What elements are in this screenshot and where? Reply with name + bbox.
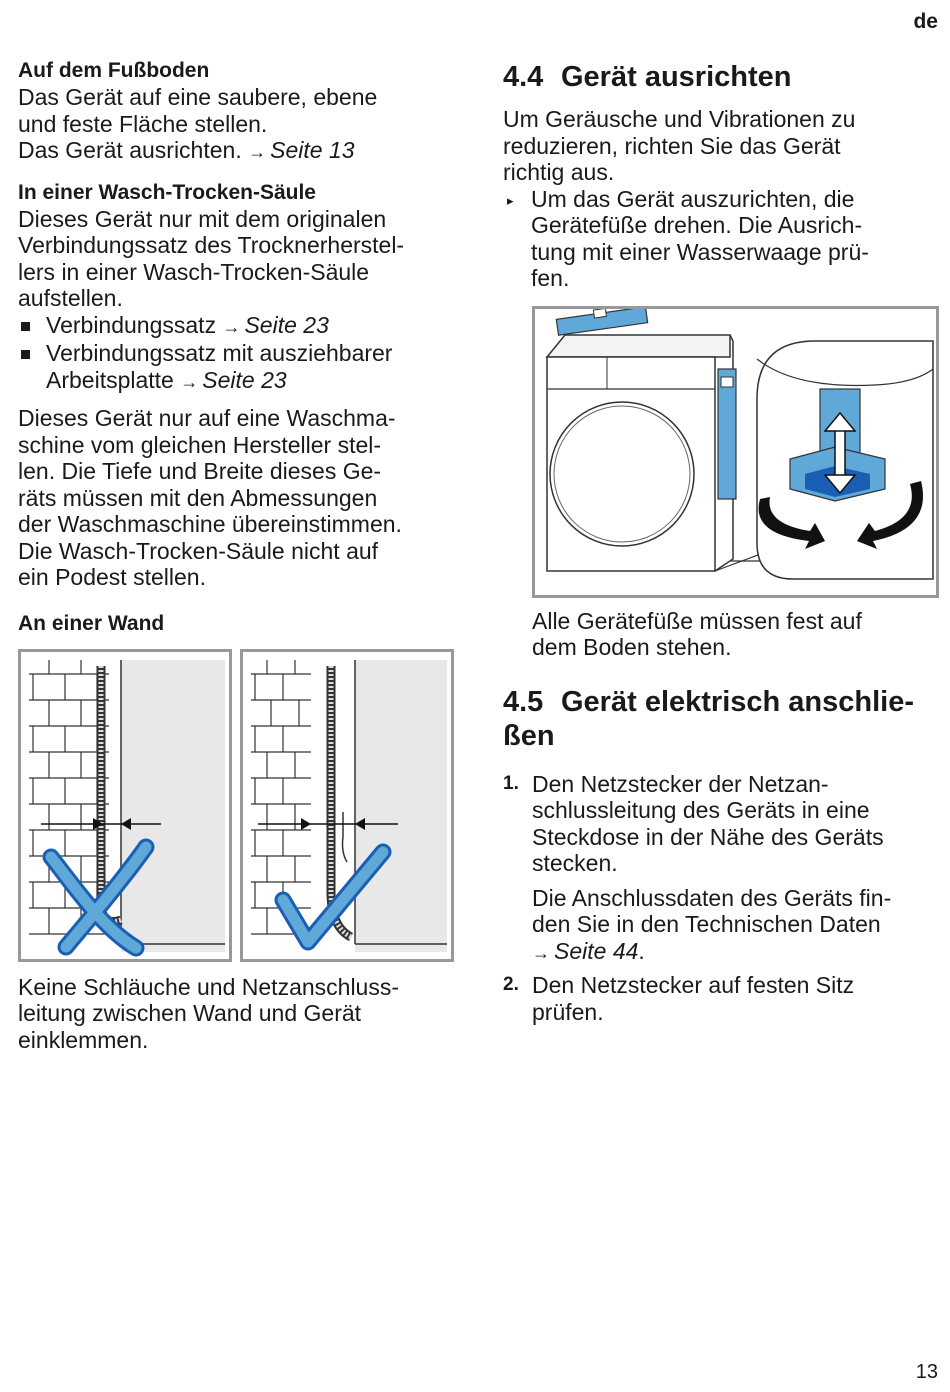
floor-instruction: Das Gerät ausrichten.	[18, 137, 242, 163]
note-text-line: Die Anschlussdaten des Geräts fin-	[532, 884, 892, 911]
step-text-line: Gerätefüße drehen. Die Ausrich-	[531, 212, 863, 238]
connect-steps	[503, 771, 939, 1026]
section-title-4-4	[503, 60, 939, 94]
floor-text-line: und feste Fläche stellen.	[18, 110, 268, 137]
floor-heading: Auf dem Fußboden	[18, 59, 210, 82]
wall-correct-illustration	[243, 652, 451, 959]
floor-text-line: Das Gerät auf eine saubere, ebene	[18, 84, 378, 110]
step-text-line: stecken.	[532, 850, 618, 876]
page-reference-link[interactable]: Seite 44	[554, 937, 639, 964]
leveling-illustration	[535, 309, 936, 595]
s44-text-line: richtig aus.	[503, 159, 615, 185]
column-text-line: Die Wasch-Trocken-Säule nicht auf	[18, 537, 379, 564]
column-text-line: aufstellen.	[18, 285, 123, 311]
leveling-figure	[532, 306, 939, 598]
column-text-line: der Waschmaschine übereinstimmen.	[18, 511, 402, 537]
wall-caption-line: Keine Schläuche und Netzanschluss-	[18, 973, 400, 1000]
note-text-line: den Sie in den Technischen Daten	[532, 911, 881, 937]
list-item	[503, 972, 939, 1025]
column-text-line: ein Podest stellen.	[18, 564, 206, 590]
ref-arrow-icon: →	[248, 142, 267, 162]
step-text-line: Um das Gerät auszurichten, die	[531, 185, 855, 212]
column-text-line: Verbindungssatz des Trocknerherstel-	[18, 232, 405, 258]
page-reference-link[interactable]: Seite 23	[244, 311, 329, 338]
s44-text-line: Um Geräusche und Vibrationen zu	[503, 106, 856, 132]
instruction-step	[503, 186, 939, 292]
floor-text-line	[18, 137, 458, 166]
step-number: 1.	[503, 772, 519, 794]
page-reference-link[interactable]: Seite 23	[202, 366, 287, 393]
list-item	[18, 312, 458, 341]
column-text-line: räts müssen mit den Abmessungen	[18, 484, 378, 511]
section-title-text: Gerät elektrisch anschlie-	[561, 685, 914, 718]
column-section	[18, 180, 458, 591]
result-text-line: Alle Gerätefüße müssen fest auf	[532, 607, 862, 634]
section-title-4-5-cont: ßen	[503, 719, 555, 752]
column-text-line: Dieses Gerät nur auf eine Waschma-	[18, 405, 396, 431]
result-text-line: dem Boden stehen.	[532, 634, 732, 660]
section-number: 4.4	[503, 61, 544, 93]
step-text-line: tung mit einer Wasserwaage prü-	[531, 238, 869, 265]
column-text-line: Dieses Gerät nur mit dem originalen	[18, 205, 387, 232]
wall-figure-wrong	[18, 649, 232, 962]
right-column	[503, 58, 939, 1025]
s44-text-line: reduzieren, richten Sie das Gerät	[503, 132, 841, 159]
column-text-line: schine vom gleichen Hersteller stel-	[18, 431, 382, 458]
column-text-line: lers in einer Wasch-Trocken-Säule	[18, 258, 370, 285]
ref-arrow-icon: →	[532, 942, 550, 963]
step-text-line: schlussleitung des Geräts in eine	[532, 797, 870, 823]
page-reference-link[interactable]: Seite 13	[270, 137, 355, 163]
ref-arrow-icon: →	[222, 316, 241, 337]
column-heading: In einer Wasch-Trocken-Säule	[18, 180, 316, 204]
kit-list	[18, 312, 458, 396]
step-number: 2.	[503, 974, 519, 995]
language-tag: de	[913, 10, 938, 33]
step-text-line: fen.	[531, 265, 570, 291]
list-item	[18, 340, 458, 395]
section-title-4-5	[503, 685, 939, 719]
list-item	[503, 771, 939, 967]
column-text-line: len. Die Tiefe und Breite dieses Ge-	[18, 458, 382, 484]
note-text-line: → Seite 44.	[532, 937, 645, 964]
list-item-text: Verbindungssatz mit ausziehbarer	[46, 340, 393, 366]
wall-wrong-illustration	[21, 652, 229, 959]
section-number: 4.5	[503, 685, 544, 718]
step-triangle-icon: ▸	[507, 192, 514, 208]
wall-figure-correct	[240, 649, 454, 962]
ref-arrow-icon: →	[180, 371, 199, 392]
left-column	[18, 58, 458, 1053]
step-text-line: Den Netzstecker auf festen Sitz	[532, 972, 855, 998]
step-text-line: Steckdose in der Nähe des Geräts	[532, 823, 884, 850]
step-text-line: Den Netzstecker der Netzan-	[532, 770, 829, 797]
wall-caption-line: einklemmen.	[18, 1026, 149, 1053]
wall-figures	[18, 649, 458, 962]
section-title-text: Gerät ausrichten	[561, 61, 792, 93]
wall-heading: An einer Wand	[18, 611, 165, 635]
list-item-text: Arbeitsplatte	[46, 366, 174, 393]
page-number: 13	[915, 1361, 938, 1383]
step-text-line: prüfen.	[532, 998, 604, 1025]
wall-caption-line: leitung zwischen Wand und Gerät	[18, 1000, 362, 1026]
list-item-text: Verbindungssatz	[46, 311, 217, 338]
floor-section	[18, 58, 458, 166]
